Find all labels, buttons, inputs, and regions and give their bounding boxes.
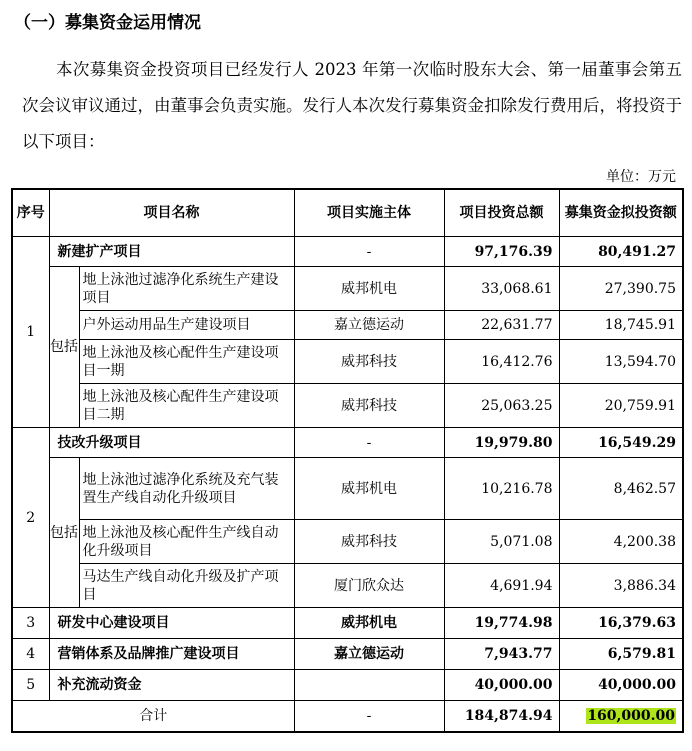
row-name: 地上泳池过滤净化系统生产建设项目: [79, 267, 294, 311]
section-heading: （一）募集资金运用情况: [14, 13, 201, 33]
row-raised: 16,379.63: [559, 608, 683, 639]
row-total: 16,412.76: [444, 340, 559, 384]
table-row: [12, 608, 683, 639]
header-raised: 募集资金拟投资额: [559, 189, 683, 237]
row-name: 补充流动资金: [49, 670, 294, 701]
row-entity: 威邦机电: [294, 608, 444, 639]
total-entity: -: [294, 701, 444, 732]
row-seq: 4: [12, 639, 49, 670]
row-entity: 威邦科技: [294, 520, 444, 564]
row-total: 40,000.00: [444, 670, 559, 701]
row-entity: 威邦科技: [294, 340, 444, 384]
row-total: 97,176.39: [444, 237, 559, 267]
row-entity: 威邦机电: [294, 458, 444, 520]
table-row: [12, 384, 683, 428]
table-row: [12, 267, 683, 311]
row-entity: -: [294, 428, 444, 458]
row-total: 19,979.80: [444, 428, 559, 458]
table-row: [12, 564, 683, 608]
header-row: [12, 189, 683, 237]
row-name: 技改升级项目: [49, 428, 294, 458]
row-raised: 6,579.81: [559, 639, 683, 670]
row-entity: 威邦科技: [294, 384, 444, 428]
row-name: 地上泳池过滤净化系统及充气装置生产线自动化升级项目: [79, 458, 294, 520]
row-name: 新建扩产项目: [49, 237, 294, 267]
row-total: 22,631.77: [444, 311, 559, 340]
table-row: [12, 340, 683, 384]
row-seq: 2: [12, 428, 49, 608]
total-raised: [559, 701, 683, 732]
intro-text: 本次募集资金投资项目已经发行人 2023 年第一次临时股东大会、第一届董事会第五次会议审议通过，由董事会负责实施。发行人本次发行募集资金扣除发行费用后，将投资于以下项目：: [22, 60, 682, 151]
total-label: 合计: [12, 701, 294, 732]
row-entity: 威邦机电: [294, 267, 444, 311]
row-entity: 嘉立德运动: [294, 311, 444, 340]
row-total: 19,774.98: [444, 608, 559, 639]
row-raised: 3,886.34: [559, 564, 683, 608]
row-name: 研发中心建设项目: [49, 608, 294, 639]
row-name: 马达生产线自动化升级及扩产项目: [79, 564, 294, 608]
include-label: 包括: [49, 458, 79, 608]
row-total: 5,071.08: [444, 520, 559, 564]
total-investment: 184,874.94: [444, 701, 559, 732]
highlighted-total: 160,000.00: [587, 707, 675, 724]
row-name: 地上泳池及核心配件生产建设项目二期: [79, 384, 294, 428]
row-name: 地上泳池及核心配件生产建设项目一期: [79, 340, 294, 384]
header-name: 项目名称: [49, 189, 294, 237]
row-name: 地上泳池及核心配件生产线自动化升级项目: [79, 520, 294, 564]
include-label: 包括: [49, 267, 79, 428]
row-seq: 3: [12, 608, 49, 639]
row-entity: 嘉立德运动: [294, 639, 444, 670]
row-raised: 13,594.70: [559, 340, 683, 384]
row-raised: 40,000.00: [559, 670, 683, 701]
table-row: [12, 237, 683, 267]
row-entity: -: [294, 237, 444, 267]
header-seq: 序号: [12, 189, 49, 237]
row-total: 33,068.61: [444, 267, 559, 311]
row-total: 25,063.25: [444, 384, 559, 428]
row-seq: 5: [12, 670, 49, 701]
row-raised: 4,200.38: [559, 520, 683, 564]
row-total: 4,691.94: [444, 564, 559, 608]
row-raised: 18,745.91: [559, 311, 683, 340]
unit-label: 单位：万元: [606, 169, 676, 185]
row-raised: 27,390.75: [559, 267, 683, 311]
row-total: 10,216.78: [444, 458, 559, 520]
row-name: 营销体系及品牌推广建设项目: [49, 639, 294, 670]
row-raised: 20,759.91: [559, 384, 683, 428]
fund-usage-table: [11, 188, 684, 733]
row-raised: 16,549.29: [559, 428, 683, 458]
row-seq: 1: [12, 237, 49, 428]
header-total: 项目投资总额: [444, 189, 559, 237]
table-row: [12, 428, 683, 458]
table-row: [12, 670, 683, 701]
total-row: [12, 701, 683, 732]
row-total: 7,943.77: [444, 639, 559, 670]
table-row: [12, 458, 683, 520]
table-row: [12, 311, 683, 340]
row-entity: 厦门欣众达: [294, 564, 444, 608]
intro-paragraph: [22, 52, 682, 160]
row-entity: [294, 670, 444, 701]
row-raised: 8,462.57: [559, 458, 683, 520]
row-name: 户外运动用品生产建设项目: [79, 311, 294, 340]
table-row: [12, 639, 683, 670]
row-raised: 80,491.27: [559, 237, 683, 267]
header-entity: 项目实施主体: [294, 189, 444, 237]
table-row: [12, 520, 683, 564]
